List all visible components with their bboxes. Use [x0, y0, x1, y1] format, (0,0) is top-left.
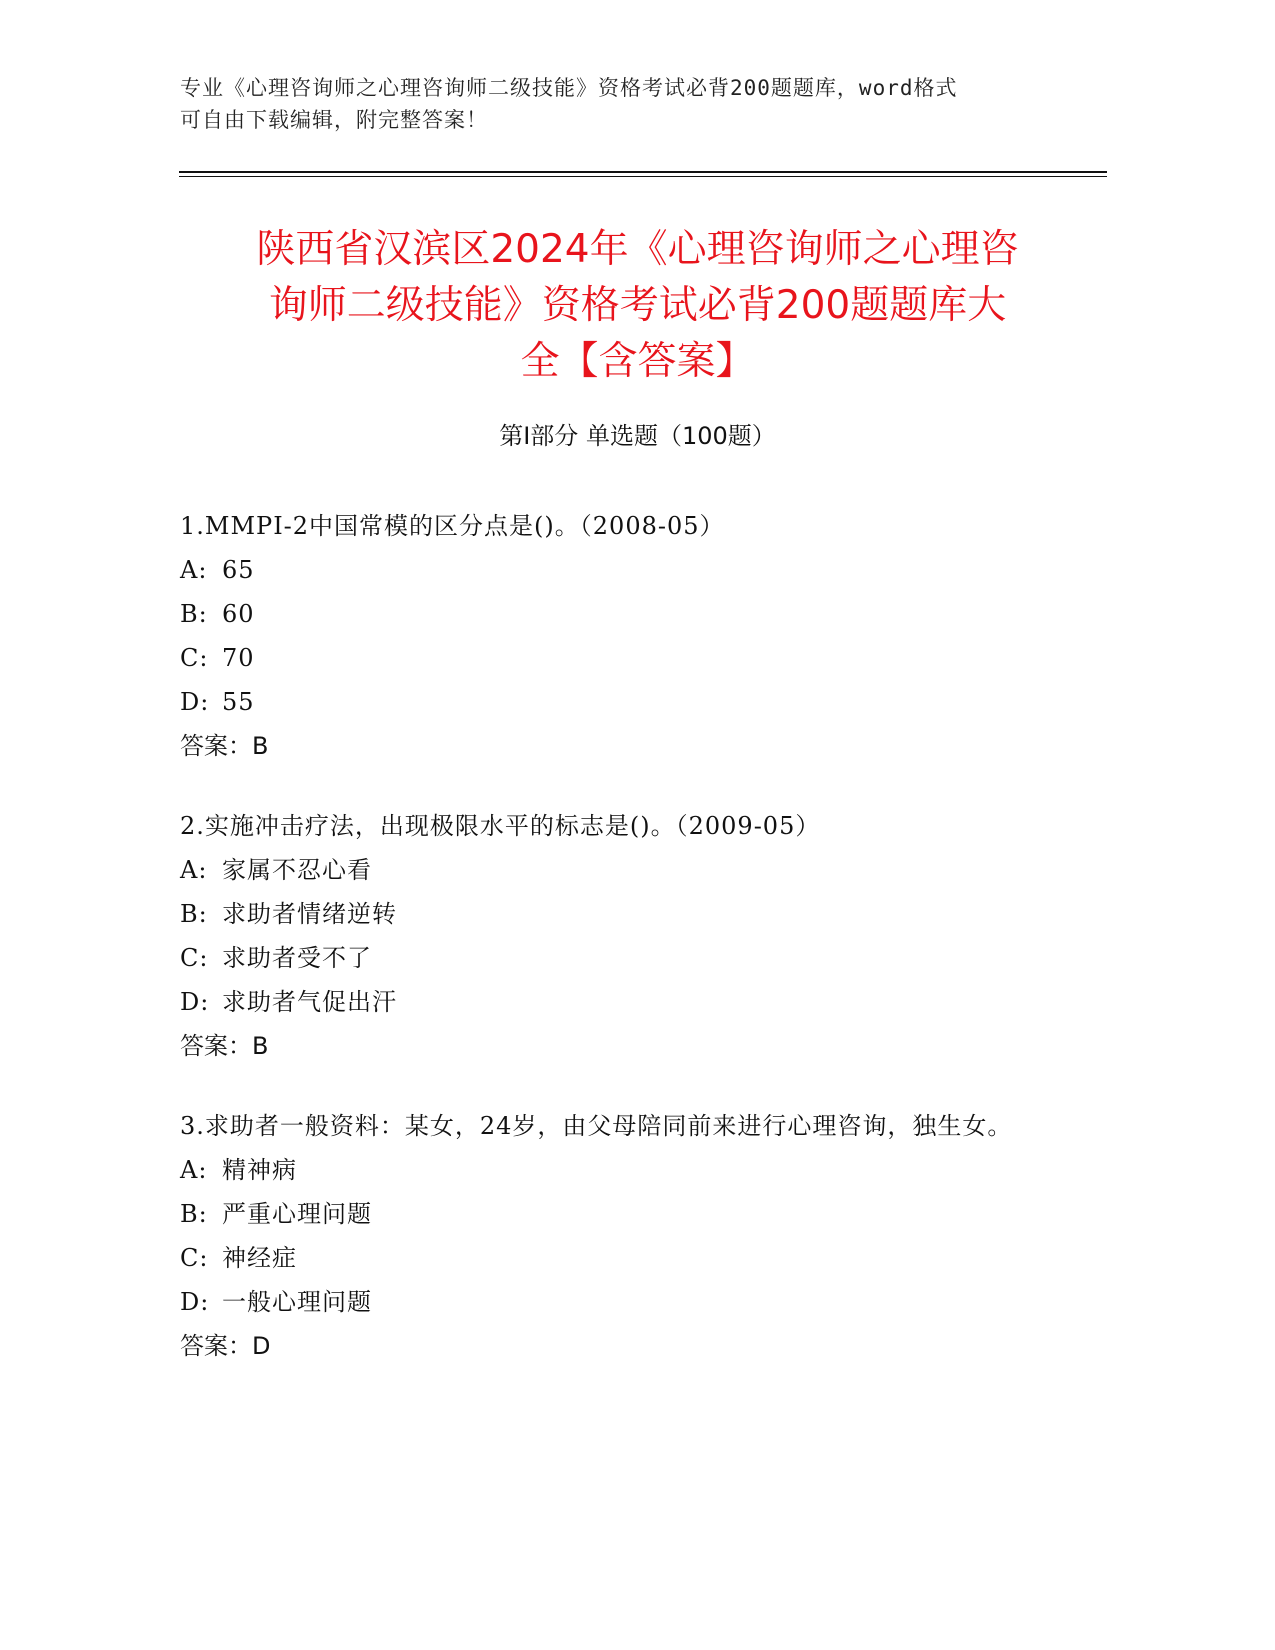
- section-title: 第Ⅰ部分 单选题（100题）: [499, 422, 776, 450]
- option-b: [180, 1192, 1040, 1236]
- option-letter: B:: [180, 600, 208, 628]
- header-note: [180, 72, 1040, 136]
- answer-line: 答案：B: [180, 732, 269, 760]
- option-text: 精神病: [222, 1156, 297, 1184]
- option-b: [180, 892, 1040, 936]
- header-divider-thin: [179, 176, 1107, 177]
- question-item: [180, 504, 1040, 768]
- option-letter: D:: [180, 688, 210, 716]
- option-text: 60: [222, 600, 255, 628]
- option-text: 严重心理问题: [222, 1200, 372, 1228]
- question-stem: 1.MMPI-2中国常模的区分点是()。（2008-05）: [180, 512, 725, 540]
- option-letter: B:: [180, 1200, 208, 1228]
- option-letter: B:: [180, 900, 208, 928]
- question-item: [180, 804, 1040, 1068]
- option-d: [180, 980, 1040, 1024]
- option-a: [180, 848, 1040, 892]
- question-stem: 3.求助者一般资料：某女，24岁，由父母陪同前来进行心理咨询，独生女。: [180, 1112, 1013, 1140]
- option-letter: A:: [180, 856, 208, 884]
- option-text: 求助者受不了: [222, 944, 372, 972]
- option-letter: C:: [180, 644, 209, 672]
- option-d: [180, 680, 1040, 724]
- option-d: [180, 1280, 1040, 1324]
- option-letter: C:: [180, 1244, 209, 1272]
- option-text: 求助者气促出汗: [222, 988, 397, 1016]
- question-stem: 2.实施冲击疗法，出现极限水平的标志是()。（2009-05）: [180, 812, 821, 840]
- document-title-line-3: 全【含答案】: [520, 339, 755, 384]
- option-text: 一般心理问题: [222, 1288, 372, 1316]
- option-letter: A:: [180, 556, 208, 584]
- header-divider-thick: [179, 171, 1107, 173]
- option-a: [180, 548, 1040, 592]
- option-c: [180, 1236, 1040, 1280]
- option-letter: C:: [180, 944, 209, 972]
- option-text: 55: [222, 688, 255, 716]
- option-letter: D:: [180, 1288, 210, 1316]
- option-a: [180, 1148, 1040, 1192]
- option-text: 求助者情绪逆转: [222, 900, 397, 928]
- option-c: [180, 636, 1040, 680]
- answer-line: 答案：D: [180, 1332, 271, 1360]
- option-letter: D:: [180, 988, 210, 1016]
- document-title: [170, 222, 1105, 390]
- option-text: 70: [222, 644, 255, 672]
- document-title-line-1: 陕西省汉滨区2024年《心理咨询师之心理咨: [256, 227, 1019, 272]
- header-note-line-2: 可自由下载编辑，附完整答案！: [180, 108, 488, 132]
- document-title-line-2: 询师二级技能》资格考试必背200题题库大: [268, 283, 1007, 328]
- answer-line: 答案：B: [180, 1032, 269, 1060]
- question-list: [180, 504, 1040, 1404]
- option-b: [180, 592, 1040, 636]
- option-c: [180, 936, 1040, 980]
- option-text: 家属不忍心看: [222, 856, 372, 884]
- question-item: [180, 1104, 1040, 1368]
- header-note-line-1: 专业《心理咨询师之心理咨询师二级技能》资格考试必背200题题库，word格式: [180, 76, 958, 100]
- option-text: 65: [222, 556, 255, 584]
- option-text: 神经症: [222, 1244, 297, 1272]
- option-letter: A:: [180, 1156, 208, 1184]
